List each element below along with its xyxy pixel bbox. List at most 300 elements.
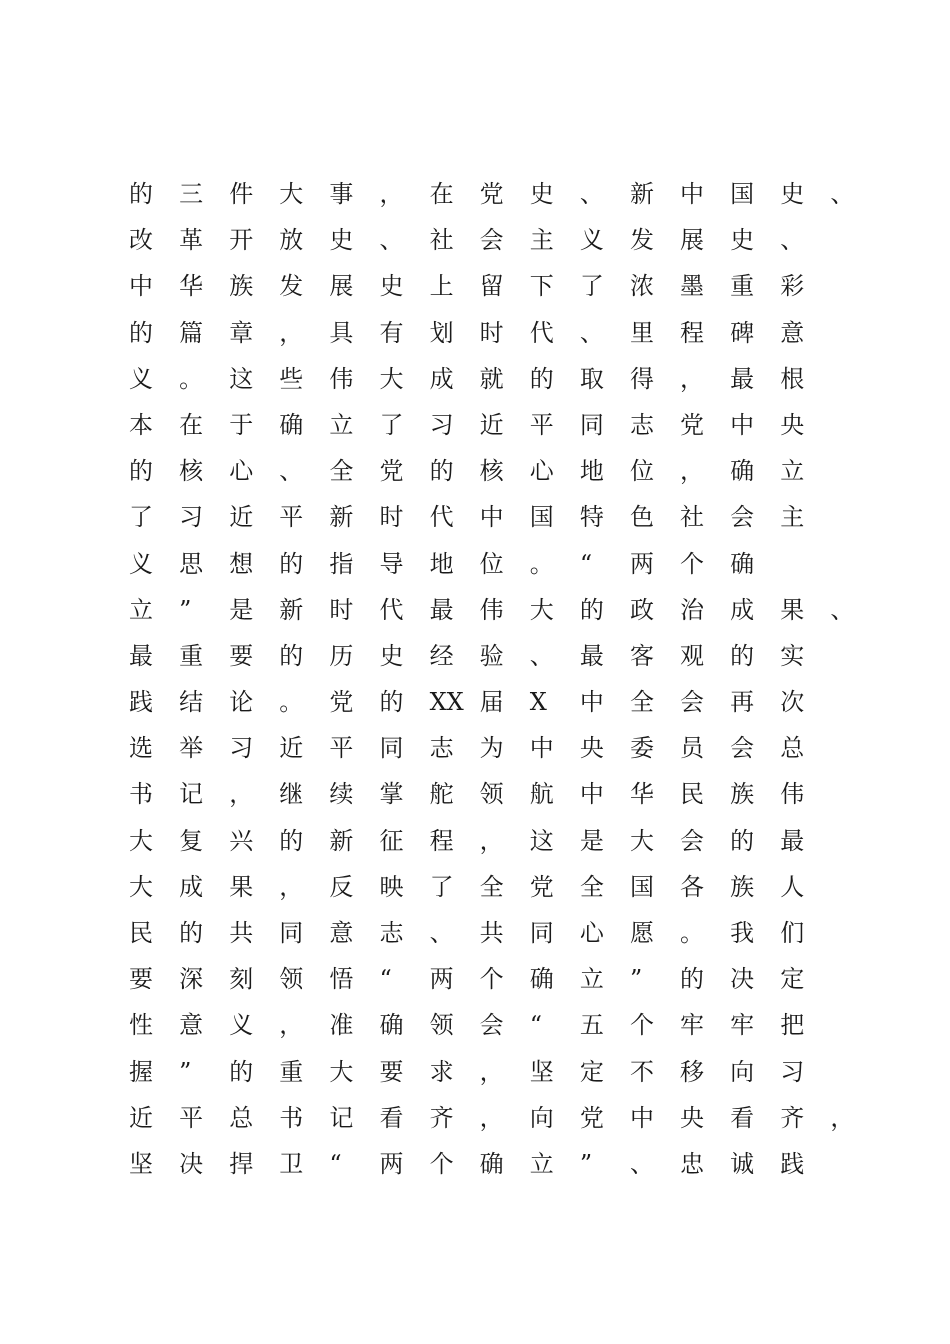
text-char: 的 xyxy=(279,641,304,670)
text-char: 的 xyxy=(129,318,153,347)
text-char: 果 xyxy=(780,595,805,624)
text-char: 客 xyxy=(629,641,654,670)
text-char: 重 xyxy=(179,641,204,670)
text-char: 的 xyxy=(279,826,304,855)
text-char: 最 xyxy=(780,826,805,855)
text-line xyxy=(129,361,849,407)
text-char: 航 xyxy=(529,780,554,809)
text-char: 指 xyxy=(329,549,354,578)
text-char: 共 xyxy=(479,919,504,947)
text-char: 志 xyxy=(429,734,454,763)
text-char: 近 xyxy=(129,1103,153,1132)
text-char: 本 xyxy=(129,410,153,439)
text-char: 治 xyxy=(680,595,705,624)
text-char: 习 xyxy=(780,1057,805,1086)
text-char: 心 xyxy=(579,919,604,947)
text-char: 立 xyxy=(129,595,153,624)
text-char: 展 xyxy=(329,272,354,301)
text-char: 中 xyxy=(479,503,504,532)
text-char: 、 xyxy=(529,641,554,670)
text-char: 定 xyxy=(780,965,805,994)
text-char: 、 xyxy=(279,457,304,486)
text-char: 开 xyxy=(229,226,254,255)
text-char: 有 xyxy=(379,318,404,347)
text-line xyxy=(129,684,849,730)
text-char: 些 xyxy=(279,364,304,393)
text-char: 平 xyxy=(279,503,304,532)
text-char: 伟 xyxy=(479,595,504,624)
text-char: 个 xyxy=(629,1011,654,1040)
text-line xyxy=(129,499,849,545)
text-char: 复 xyxy=(179,826,204,855)
text-char: 齐 xyxy=(429,1103,454,1132)
text-char: 会 xyxy=(479,1011,504,1040)
text-char: 选 xyxy=(129,734,153,763)
text-char: 践 xyxy=(780,1149,805,1178)
text-char: 捍 xyxy=(229,1149,254,1178)
text-char: 员 xyxy=(680,734,705,763)
text-char: 掌 xyxy=(379,780,404,809)
text-char: 社 xyxy=(429,226,454,255)
text-char: 发 xyxy=(279,272,304,301)
text-char: 共 xyxy=(229,919,254,947)
text-char: 悟 xyxy=(329,965,354,994)
text-char: 领 xyxy=(479,780,504,809)
text-char: 的 xyxy=(730,641,755,670)
text-char: 新 xyxy=(329,826,354,855)
text-char: 的 xyxy=(129,180,153,208)
text-char: 、 xyxy=(379,226,404,255)
text-char: 深 xyxy=(179,965,204,994)
text-char: 史 xyxy=(529,180,554,208)
text-char: ， xyxy=(379,180,404,208)
text-char: 特 xyxy=(579,503,604,532)
text-char: 中 xyxy=(680,180,705,208)
text-line xyxy=(129,1146,849,1192)
text-char: 、 xyxy=(830,595,855,624)
text-char: 大 xyxy=(329,1057,354,1086)
text-char: 的 xyxy=(179,919,204,947)
text-char: “ xyxy=(379,965,392,994)
text-char: 要 xyxy=(129,965,153,994)
text-char: 华 xyxy=(629,780,654,809)
text-char: 核 xyxy=(179,457,204,486)
text-char: 成 xyxy=(730,595,755,624)
text-char: 习 xyxy=(229,734,254,763)
text-char: ” xyxy=(179,595,192,624)
text-char: 下 xyxy=(529,272,554,301)
text-char: ， xyxy=(680,364,705,393)
text-char: ” xyxy=(579,1149,593,1178)
text-line xyxy=(129,1054,849,1100)
text-char: “ xyxy=(579,549,593,578)
text-char: 志 xyxy=(629,410,654,439)
text-char: 向 xyxy=(730,1057,755,1086)
text-char: 件 xyxy=(229,180,254,208)
text-char: 核 xyxy=(479,457,504,486)
text-char: 中 xyxy=(529,734,554,763)
text-char: 刻 xyxy=(229,965,254,994)
text-char: 成 xyxy=(179,872,204,901)
text-char: 划 xyxy=(429,318,454,347)
text-char: 个 xyxy=(479,965,504,994)
text-char: 党 xyxy=(529,872,554,901)
text-char: 立 xyxy=(579,965,604,994)
text-char: 心 xyxy=(229,457,254,486)
text-char: 时 xyxy=(329,595,354,624)
text-char: 中 xyxy=(629,1103,654,1132)
text-char: 党 xyxy=(329,688,354,717)
text-char: 发 xyxy=(629,226,654,255)
text-char: 党 xyxy=(579,1103,604,1132)
text-char: 书 xyxy=(279,1103,304,1132)
text-char: 届 xyxy=(479,688,504,717)
text-char: 中 xyxy=(129,272,153,301)
text-char: 平 xyxy=(529,410,554,439)
text-char: 了 xyxy=(429,872,454,901)
text-line xyxy=(129,776,849,822)
text-char: 结 xyxy=(179,688,204,717)
text-char: 同 xyxy=(579,410,604,439)
text-char: 族 xyxy=(730,780,755,809)
text-char: 在 xyxy=(429,180,454,208)
text-char: 新 xyxy=(329,503,354,532)
text-line xyxy=(129,915,849,961)
text-char: 牢 xyxy=(730,1011,755,1040)
text-char: 两 xyxy=(429,965,454,994)
text-char: 确 xyxy=(479,1149,504,1178)
text-line xyxy=(129,315,849,361)
text-char: 书 xyxy=(129,780,153,809)
text-char: 了 xyxy=(579,272,604,301)
text-char: 个 xyxy=(429,1149,454,1178)
text-char: 五 xyxy=(579,1011,604,1040)
text-char: 全 xyxy=(479,872,504,901)
text-char: 想 xyxy=(229,549,254,578)
text-char: 、 xyxy=(830,180,855,208)
text-char: 大 xyxy=(529,595,554,624)
text-char: 诚 xyxy=(730,1149,755,1178)
text-char: 确 xyxy=(279,410,304,439)
text-char: 论 xyxy=(229,688,254,717)
text-char: 确 xyxy=(730,457,755,486)
text-char: 了 xyxy=(379,410,404,439)
text-char: 根 xyxy=(780,364,805,393)
text-char: ” xyxy=(179,1057,192,1086)
text-char: 续 xyxy=(329,780,354,809)
text-char: 央 xyxy=(780,410,805,439)
text-char: 舵 xyxy=(429,780,454,809)
text-char: 事 xyxy=(329,180,354,208)
text-char: 导 xyxy=(379,549,404,578)
text-char: 篇 xyxy=(179,318,204,347)
text-char: 会 xyxy=(680,688,705,717)
text-char: 坚 xyxy=(529,1057,554,1086)
text-char: 心 xyxy=(529,457,554,486)
text-line xyxy=(129,546,849,592)
text-char: 社 xyxy=(680,503,705,532)
text-char: 三 xyxy=(179,180,204,208)
text-char: ， xyxy=(830,1103,855,1132)
text-char: ， xyxy=(680,457,705,486)
text-char: 大 xyxy=(129,872,153,901)
text-char: 章 xyxy=(229,318,254,347)
text-char: 这 xyxy=(529,826,554,855)
text-char: 史 xyxy=(379,641,404,670)
text-char: 次 xyxy=(780,688,805,717)
text-char: XX xyxy=(429,688,464,717)
text-char: 习 xyxy=(179,503,204,532)
text-char: 重 xyxy=(279,1057,304,1086)
text-char: 地 xyxy=(579,457,604,486)
text-char: 是 xyxy=(229,595,254,624)
text-char: 会 xyxy=(479,226,504,255)
text-char: 了 xyxy=(129,503,153,532)
text-char: 代 xyxy=(429,503,454,532)
text-char: 要 xyxy=(379,1057,404,1086)
text-char: 全 xyxy=(329,457,354,486)
text-char: 上 xyxy=(429,272,454,301)
text-char: 义 xyxy=(229,1011,254,1040)
text-char: 国 xyxy=(730,180,755,208)
text-char: 时 xyxy=(479,318,504,347)
text-char: 把 xyxy=(780,1011,805,1040)
text-char: 地 xyxy=(429,549,454,578)
text-char: 两 xyxy=(629,549,654,578)
text-char: 移 xyxy=(680,1057,705,1086)
text-char: 立 xyxy=(529,1149,554,1178)
text-char: 握 xyxy=(129,1057,153,1086)
text-char: 领 xyxy=(279,965,304,994)
text-char: 全 xyxy=(629,688,654,717)
text-char: 党 xyxy=(379,457,404,486)
text-char: 革 xyxy=(179,226,204,255)
text-char: 看 xyxy=(379,1103,404,1132)
text-char: 忠 xyxy=(680,1149,705,1178)
text-char: 位 xyxy=(629,457,654,486)
text-char: 重 xyxy=(730,272,755,301)
text-char: 立 xyxy=(329,410,354,439)
text-char: 族 xyxy=(730,872,755,901)
text-char: 最 xyxy=(579,641,604,670)
text-char: 民 xyxy=(680,780,705,809)
text-char: 两 xyxy=(379,1149,404,1178)
text-char: 、 xyxy=(629,1149,654,1178)
text-line xyxy=(129,222,849,268)
text-char: 再 xyxy=(730,688,755,717)
text-char: 伟 xyxy=(329,364,354,393)
text-char: ， xyxy=(279,318,304,347)
text-char: 新 xyxy=(279,595,304,624)
text-char: 意 xyxy=(329,919,354,947)
text-char: 、 xyxy=(429,919,454,947)
text-char: 验 xyxy=(479,641,504,670)
text-char: 碑 xyxy=(730,318,755,347)
text-char: 求 xyxy=(429,1057,454,1086)
text-char: “ xyxy=(529,1011,543,1040)
text-char: 具 xyxy=(329,318,354,347)
text-char: 准 xyxy=(329,1011,354,1040)
text-char: 要 xyxy=(229,641,254,670)
text-char: 坚 xyxy=(129,1149,153,1178)
text-char: 同 xyxy=(529,919,554,947)
text-char: 党 xyxy=(680,410,705,439)
text-char: 中 xyxy=(579,780,604,809)
text-char: 确 xyxy=(529,965,554,994)
text-char: 程 xyxy=(680,318,705,347)
text-char: 征 xyxy=(379,826,404,855)
text-char: 经 xyxy=(429,641,454,670)
text-char: ” xyxy=(629,965,643,994)
text-char: 总 xyxy=(780,734,805,763)
text-char: 委 xyxy=(629,734,654,763)
text-char: 记 xyxy=(179,780,204,809)
text-char: 国 xyxy=(529,503,554,532)
text-char: 放 xyxy=(279,226,304,255)
text-char: 是 xyxy=(579,826,604,855)
text-char: 全 xyxy=(579,872,604,901)
text-char: 于 xyxy=(229,410,254,439)
text-char: 代 xyxy=(529,318,554,347)
text-line xyxy=(129,823,849,869)
text-char: 程 xyxy=(429,826,454,855)
text-char: 向 xyxy=(529,1103,554,1132)
text-char: 总 xyxy=(229,1103,254,1132)
text-char: 的 xyxy=(680,965,705,994)
text-char: 实 xyxy=(780,641,805,670)
text-char: 大 xyxy=(279,180,304,208)
text-char: 的 xyxy=(129,457,153,486)
text-char: 。 xyxy=(680,919,705,947)
text-char: 。 xyxy=(179,364,204,393)
text-char: 确 xyxy=(379,1011,404,1040)
text-char: 举 xyxy=(179,734,204,763)
text-char: 习 xyxy=(429,410,454,439)
text-char: 彩 xyxy=(780,272,805,301)
text-char: 成 xyxy=(429,364,454,393)
text-char: 为 xyxy=(479,734,504,763)
text-char: 意 xyxy=(780,318,805,347)
text-char: 同 xyxy=(379,734,404,763)
text-char: 时 xyxy=(379,503,404,532)
text-char: 各 xyxy=(680,872,705,901)
text-char: 同 xyxy=(279,919,304,947)
text-char: 的 xyxy=(529,364,554,393)
text-char: 牢 xyxy=(680,1011,705,1040)
text-char: 践 xyxy=(129,688,153,717)
text-char: 史 xyxy=(780,180,805,208)
text-char: 中 xyxy=(579,688,604,717)
text-char: 这 xyxy=(229,364,254,393)
text-char: 、 xyxy=(579,318,604,347)
text-char: 。 xyxy=(279,688,304,717)
text-char: 伟 xyxy=(780,780,805,809)
text-char: “ xyxy=(329,1149,342,1178)
text-char: ， xyxy=(479,1103,504,1132)
text-char: 新 xyxy=(629,180,654,208)
text-char: 史 xyxy=(329,226,354,255)
text-char: 史 xyxy=(379,272,404,301)
text-char: 最 xyxy=(429,595,454,624)
text-char: 确 xyxy=(730,549,755,578)
text-char: 近 xyxy=(479,410,504,439)
text-char: 代 xyxy=(379,595,404,624)
text-char: 的 xyxy=(379,688,404,717)
text-char: 决 xyxy=(179,1149,204,1178)
text-char: 兴 xyxy=(229,826,254,855)
text-char: 华 xyxy=(179,272,204,301)
text-char: 志 xyxy=(379,919,404,947)
text-char: 平 xyxy=(329,734,354,763)
text-line xyxy=(129,268,849,314)
text-char: 族 xyxy=(229,272,254,301)
text-char: 决 xyxy=(730,965,755,994)
text-char: 在 xyxy=(179,410,204,439)
text-char: 会 xyxy=(680,826,705,855)
text-char: 央 xyxy=(680,1103,705,1132)
text-line xyxy=(129,1007,849,1053)
text-char: ， xyxy=(479,826,504,855)
text-line xyxy=(129,869,849,915)
text-char: 最 xyxy=(730,364,755,393)
text-char: ， xyxy=(279,872,304,901)
text-char: 的 xyxy=(229,1057,254,1086)
text-char: ， xyxy=(279,1011,304,1040)
text-char: 义 xyxy=(129,364,153,393)
text-char: 领 xyxy=(429,1011,454,1040)
text-char: 卫 xyxy=(279,1149,304,1178)
text-char: 映 xyxy=(379,872,404,901)
text-line xyxy=(129,1100,855,1146)
text-char: 人 xyxy=(780,872,805,901)
text-char: ， xyxy=(479,1057,504,1086)
text-char: 大 xyxy=(379,364,404,393)
text-char: 党 xyxy=(479,180,504,208)
text-line xyxy=(129,407,849,453)
text-char: 近 xyxy=(279,734,304,763)
text-char: 记 xyxy=(329,1103,354,1132)
text-char: 就 xyxy=(479,364,504,393)
text-line xyxy=(129,176,855,222)
text-line xyxy=(129,730,849,776)
text-char: 的 xyxy=(429,457,454,486)
text-char: 思 xyxy=(179,549,204,578)
text-char: 、 xyxy=(780,226,805,255)
text-char: 留 xyxy=(479,272,504,301)
text-char: 的 xyxy=(279,549,304,578)
text-char: 主 xyxy=(529,226,554,255)
text-char: 定 xyxy=(579,1057,604,1086)
text-char: 央 xyxy=(579,734,604,763)
text-line xyxy=(129,592,855,638)
text-char: 、 xyxy=(579,180,604,208)
text-char: 义 xyxy=(579,226,604,255)
text-char: 国 xyxy=(629,872,654,901)
text-char: 。 xyxy=(529,549,554,578)
text-char: 继 xyxy=(279,780,304,809)
text-char: 性 xyxy=(129,1011,153,1040)
text-char: 里 xyxy=(629,318,654,347)
text-char: 色 xyxy=(629,503,654,532)
text-char: 大 xyxy=(129,826,153,855)
text-char: 会 xyxy=(730,734,755,763)
text-char: 展 xyxy=(680,226,705,255)
body-text xyxy=(129,176,855,1192)
text-char: 史 xyxy=(730,226,755,255)
text-char: 最 xyxy=(129,641,153,670)
text-char: 果 xyxy=(229,872,254,901)
text-char: 会 xyxy=(730,503,755,532)
